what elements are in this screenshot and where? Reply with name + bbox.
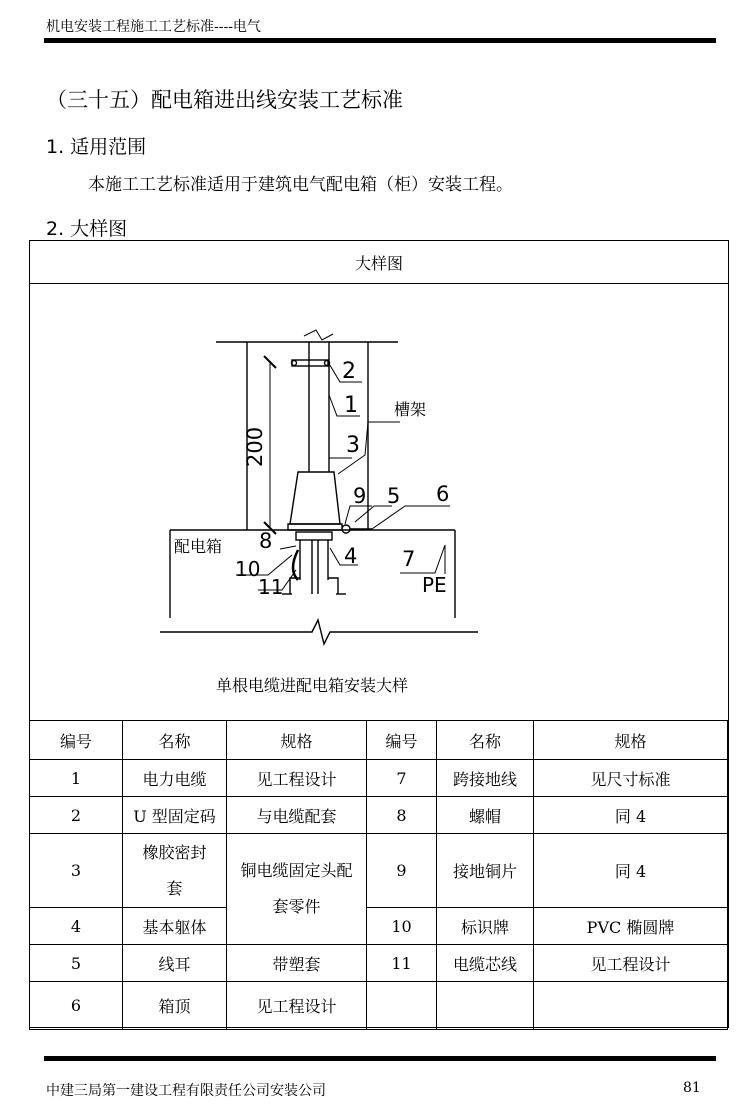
table-cell: 7 — [367, 760, 437, 797]
callout-1: 1 — [344, 393, 358, 418]
tray-label: 槽架 — [394, 400, 427, 419]
table-cell: 线耳 — [123, 945, 227, 982]
pe-label: PE — [422, 573, 447, 597]
callout-11: 11 — [258, 575, 284, 599]
table-row — [30, 797, 728, 834]
table-cell: 10 — [367, 908, 437, 945]
box-label: 配电箱 — [174, 537, 223, 556]
table-cell: 2 — [30, 797, 123, 834]
scope-heading: 1. 适用范围 — [46, 136, 147, 158]
detail-heading: 2. 大样图 — [46, 218, 128, 240]
callout-9: 9 — [353, 484, 367, 508]
table-cell: 9 — [367, 834, 437, 908]
table-cell: 标识牌 — [437, 908, 534, 945]
header-cell: 编号 — [367, 721, 437, 760]
table-cell: 1 — [30, 760, 123, 797]
table-cell: 见工程设计 — [227, 982, 367, 1030]
rubber-seal — [290, 472, 340, 524]
table-cell: 见尺寸标准 — [534, 760, 728, 797]
table-row — [30, 982, 728, 1030]
scope-text: 本施工工艺标准适用于建筑电气配电箱（柜）安装工程。 — [88, 175, 513, 195]
table-cell: 箱顶 — [123, 982, 227, 1030]
callout-5: 5 — [387, 484, 401, 508]
frame-title: 大样图 — [30, 241, 728, 284]
callout-6: 6 — [436, 482, 450, 506]
table-cell: PVC 椭圆牌 — [534, 908, 728, 945]
table-cell: 电力电缆 — [123, 760, 227, 797]
table-cell: 见工程设计 — [534, 945, 728, 982]
footer-rule — [44, 1056, 716, 1061]
callout-7: 7 — [402, 547, 416, 571]
table-cell: 与电缆配套 — [227, 797, 367, 834]
table-cell: 基本躯体 — [123, 908, 227, 945]
table-cell: 3 — [30, 834, 123, 908]
table-row — [30, 760, 728, 797]
table-cell — [534, 982, 728, 1030]
table-row — [30, 945, 728, 982]
table-header-row — [30, 721, 728, 760]
table-cell: 螺帽 — [437, 797, 534, 834]
table-cell: U 型固定码 — [123, 797, 227, 834]
table-cell-merged: 铜电缆固定头配套零件 — [227, 834, 367, 945]
table-cell: 5 — [30, 945, 123, 982]
table-cell: 接地铜片 — [437, 834, 534, 908]
table-cell: 见工程设计 — [227, 760, 367, 797]
page-number: 81 — [683, 1080, 701, 1096]
table-cell: 跨接地线 — [437, 760, 534, 797]
header-cell: 编号 — [30, 721, 123, 760]
table-cell — [367, 982, 437, 1030]
table-cell: 橡胶密封套 — [123, 834, 227, 908]
dim-label: 200 — [243, 426, 267, 467]
callout-10: 10 — [235, 557, 261, 581]
callout-3: 3 — [346, 433, 360, 458]
table-cell: 8 — [367, 797, 437, 834]
table-cell: 同 4 — [534, 797, 728, 834]
drawing-caption: 单根电缆进配电箱安装大样 — [216, 676, 409, 695]
footer-company: 中建三局第一建设工程有限责任公司安装公司 — [46, 1083, 326, 1099]
header-cell: 规格 — [227, 721, 367, 760]
table-cell: 带塑套 — [227, 945, 367, 982]
table-cell: 6 — [30, 982, 123, 1030]
table-cell: 4 — [30, 908, 123, 945]
table-row — [30, 908, 728, 945]
callout-8: 8 — [259, 529, 273, 553]
table-cell: 11 — [367, 945, 437, 982]
table-row — [30, 834, 728, 908]
header-cell: 名称 — [123, 721, 227, 760]
callout-2: 2 — [342, 359, 356, 384]
header-cell: 规格 — [534, 721, 728, 760]
table-cell: 电缆芯线 — [437, 945, 534, 982]
section-title: （三十五）配电箱进出线安装工艺标准 — [46, 88, 403, 112]
page-header: 机电安装工程施工工艺标准----电气 — [46, 19, 261, 35]
table-cell — [437, 982, 534, 1030]
header-cell: 名称 — [437, 721, 534, 760]
box-break-line — [160, 620, 478, 644]
callout-4: 4 — [344, 544, 358, 568]
parts-table — [29, 720, 728, 1030]
table-cell: 同 4 — [534, 834, 728, 908]
